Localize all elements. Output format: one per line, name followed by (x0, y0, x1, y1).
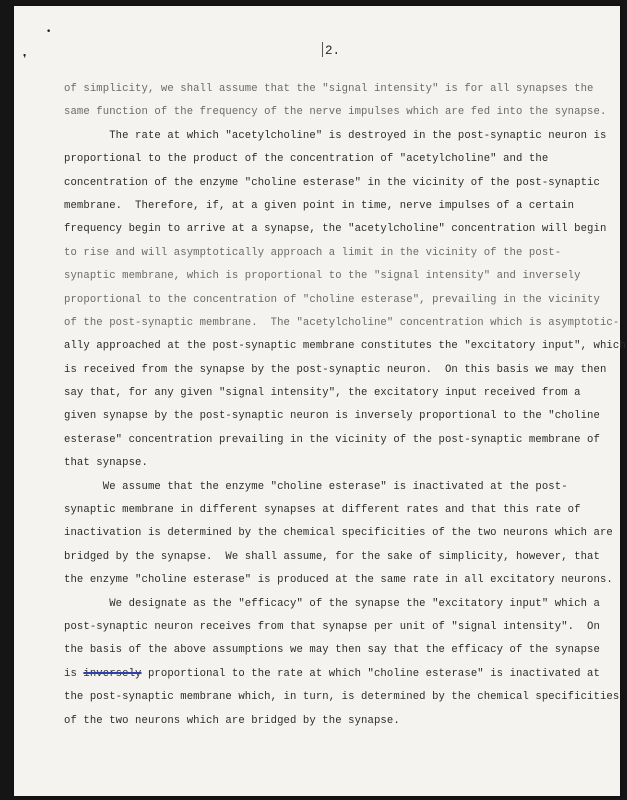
text-line-segment: of the two neurons which are bridged by the synapse. (64, 714, 400, 727)
margin-tick-mark: ❜ (23, 52, 27, 65)
text-line (64, 499, 604, 522)
text-line (64, 569, 613, 592)
text-line (64, 359, 607, 382)
text-line (64, 125, 607, 148)
text-line (64, 335, 626, 358)
text-line (64, 312, 620, 335)
text-line-segment: post-synaptic neuron receives from that synapse per unit of "signal intensity". On (64, 620, 600, 633)
margin-dot-mark: • (46, 27, 52, 37)
text-line (64, 429, 604, 452)
text-line (64, 593, 604, 616)
text-line (64, 242, 604, 265)
text-line-segment: proportional to the rate at which "choline esterase" is inactivated at (141, 667, 600, 680)
text-line-segment: to rise and will asymptotically approach a limit in the vicinity of the post- (64, 246, 562, 259)
text-line-segment: esterase" concentration prevailing in the vicinity of the post-synaptic membrane of (64, 433, 600, 446)
page-number-fold-mark (322, 42, 323, 57)
text-line (64, 476, 604, 499)
text-line-segment: We designate as the "efficacy" of the synapse the "excitatory input" which a (64, 597, 600, 610)
text-line-segment: synaptic membrane in different synapses at different rates and that this rate of (64, 504, 581, 517)
text-line-segment: is received from the synapse by the post-synaptic neuron. On this basis we may then (64, 363, 607, 376)
text-line-segment: bridged by the synapse. We shall assume, for the sake of simplicity, however, that (64, 550, 600, 563)
text-line (64, 546, 604, 569)
text-line-segment: given synapse by the post-synaptic neuron is inversely proportional to the "choline (64, 410, 600, 423)
text-line-segment: proportional to the product of the concentration of "acetylcholine" and the (64, 153, 549, 166)
text-line (64, 616, 604, 639)
text-line (64, 639, 604, 662)
text-line-segment: of the post-synaptic membrane. The "acetylcholine" concentration which is asymptotic- (64, 316, 620, 329)
text-line-segment: ally approached at the post-synaptic membrane constitutes the "excitatory input", which (64, 340, 626, 353)
text-line (64, 405, 604, 428)
text-line-segment: The rate at which "acetylcholine" is destroyed in the post-synaptic neuron is (64, 129, 607, 142)
text-line (64, 289, 604, 312)
text-line (64, 78, 604, 101)
text-line-segment: membrane. Therefore, if, at a given point in time, nerve impulses of a certain (64, 199, 575, 212)
text-line-segment: the basis of the above assumptions we may then say that the efficacy of the synapse (64, 644, 600, 657)
text-line-segment: is (64, 667, 84, 680)
text-line (64, 522, 613, 545)
text-line (64, 382, 604, 405)
text-line (64, 172, 604, 195)
page-number (322, 42, 340, 58)
text-line-segment: of simplicity, we shall assume that the "signal intensity" is for all synapses the (64, 83, 594, 95)
text-line (64, 195, 604, 218)
text-line-segment: We assume that the enzyme "choline esterase" is inactivated at the post- (64, 480, 568, 493)
text-line-segment: synaptic membrane, which is proportional to the "signal intensity" and inversely (64, 270, 581, 283)
text-line (64, 663, 604, 686)
typed-body-text (64, 78, 626, 733)
text-line-segment: inactivation is determined by the chemical specificities of the two neurons which are (64, 527, 613, 540)
text-line-segment: proportional to the concentration of "choline esterase", prevailing in the vicinity (64, 293, 600, 306)
text-line (64, 265, 604, 288)
text-line (64, 148, 604, 171)
page-number-text: 2. (325, 44, 341, 58)
text-line (64, 452, 604, 475)
text-line-segment: that synapse. (64, 457, 148, 470)
document-page (14, 6, 626, 796)
text-line-segment: the post-synaptic membrane which, in turn, is determined by the chemical specificities (64, 691, 620, 704)
text-line (64, 710, 604, 733)
text-line-segment: say that, for any given "signal intensity", the excitatory input received from a (64, 387, 581, 400)
text-line (64, 101, 607, 124)
text-line-segment: frequency begin to arrive at a synapse, the "acetylcholine" concentration will begin (64, 223, 607, 236)
text-line (64, 686, 620, 709)
struck-through-word: inversely (83, 667, 142, 680)
text-line-segment: concentration of the enzyme "choline esterase" in the vicinity of the post-synaptic (64, 176, 600, 189)
text-line-segment: the enzyme "choline esterase" is produced at the same rate in all excitatory neurons. (64, 574, 613, 587)
text-line-segment: same function of the frequency of the nerve impulses which are fed into the synapse. (64, 106, 607, 119)
text-line (64, 218, 607, 241)
